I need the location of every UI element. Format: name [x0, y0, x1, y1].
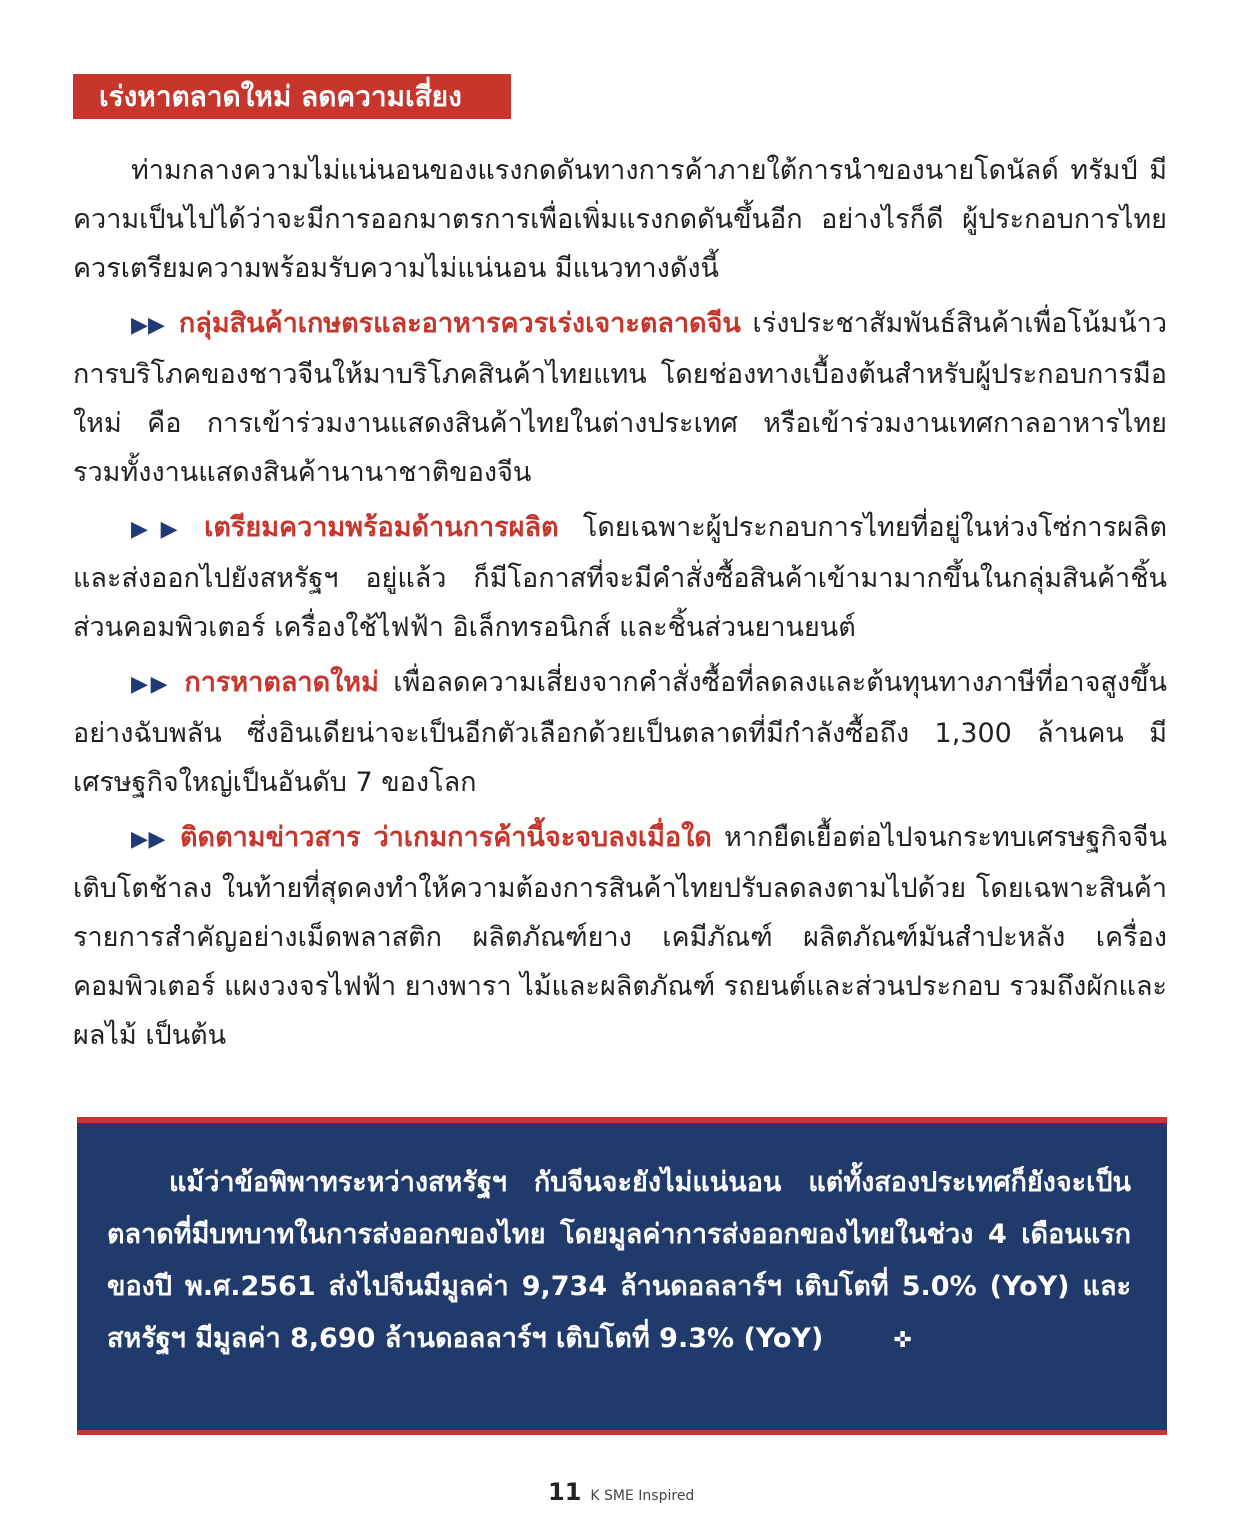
article-body	[73, 146, 1167, 1060]
bullet-paragraph	[73, 813, 1167, 1060]
bullet-paragraph	[73, 503, 1167, 652]
intro-paragraph: ท่ามกลางความไม่แน่นอนของแรงกดดันทางการค้าภายใต้การนำของนายโดนัลด์ ทรัมป์ มีความเป็นไปได้ว่าจะมีการออกมาตรการเพื่อเพิ่มแรงกดดันขึ้นอีก อย่างไรก็ดี ผู้ประกอบการไทยควรเตรียมความพร้อมรับความไม่แน่นอน มีแนวทางดังนี้	[73, 155, 1167, 284]
page-number: 11	[548, 1478, 582, 1506]
bullet-body: เร่งประชาสัมพันธ์สินค้าเพื่อโน้มน้าวการบริโภคของชาวจีนให้มาบริโภคสินค้าไทยแทน โดยช่องทางเบื้องต้นสำหรับผู้ประกอบการมือใหม่ คือ การเข้าร่วมงานแสดงสินค้าไทยในต่างประเทศ หรือเข้าร่วมงานเทศกาลอาหารไทย รวมทั้งงานแสดงสินค้านานาชาติของจีน	[73, 308, 1167, 488]
bullet-paragraph	[73, 299, 1167, 497]
bullet-heading: กลุ่มสินค้าเกษตรและอาหารควรเร่งเจาะตลาดจีน	[178, 308, 741, 339]
section-title	[73, 74, 511, 119]
bullet-heading: ติดตามข่าวสาร ว่าเกมการค้านี้จะจบลงเมื่อใด	[180, 822, 712, 853]
double-arrow-icon: ▶▶	[131, 827, 167, 852]
bullet-paragraph	[73, 658, 1167, 807]
section-title-text: เร่งหาตลาดใหม่ ลดความเสี่ยง	[99, 79, 462, 113]
double-arrow-icon: ▶▶	[131, 313, 165, 338]
double-arrow-icon: ▶▶	[131, 517, 191, 542]
callout-text: แม้ว่าข้อพิพาทระหว่างสหรัฐฯ กับจีนจะยังไม่แน่นอน แต่ทั้งสองประเทศก็ยังจะเป็นตลาดที่มีบทบาทในการส่งออกของไทย โดยมูลค่าการส่งออกของไทยในช่วง 4 เดือนแรกของปี พ.ศ.2561 ส่งไปจีนมีมูลค่า 9,734 ล้านดอลลาร์ฯ เติบโตที่ 5.0% (YoY) และสหรัฐฯ มีมูลค่า 8,690 ล้านดอลลาร์ฯ เติบโตที่ 9.3% (YoY)	[107, 1167, 1131, 1354]
bullet-heading: การหาตลาดใหม่	[184, 667, 379, 698]
publication-name: K SME Inspired	[590, 1488, 695, 1504]
bullet-body: โดยเฉพาะผู้ประกอบการไทยที่อยู่ในห่วงโซ่การผลิตและส่งออกไปยังสหรัฐฯ อยู่แล้ว ก็มีโอกาสที่จะมีคำสั่งซื้อสินค้าเข้ามามากขึ้นในกลุ่มสินค้าชิ้นส่วนคอมพิวเตอร์ เครื่องใช้ไฟฟ้า อิเล็กทรอนิกส์ และชิ้นส่วนยานยนต์	[73, 512, 1167, 643]
bullet-heading: เตรียมความพร้อมด้านการผลิต	[204, 512, 559, 543]
bullet-body: หากยืดเยื้อต่อไปจนกระทบเศรษฐกิจจีนเติบโตช้าลง ในท้ายที่สุดคงทำให้ความต้องการสินค้าไทยปรับลดลงตามไปด้วย โดยเฉพาะสินค้ารายการสำคัญอย่างเม็ดพลาสติก ผลิตภัณฑ์ยาง เคมีภัณฑ์ ผลิตภัณฑ์มันสำปะหลัง เครื่องคอมพิวเตอร์ แผงวงจรไฟฟ้า ยางพารา ไม้และผลิตภัณฑ์ รถยนต์และส่วนประกอบ รวมถึงผักและผลไม้ เป็นต้น	[73, 822, 1167, 1051]
callout-paragraph	[107, 1157, 1131, 1367]
page-footer	[548, 1478, 694, 1506]
summary-callout-box	[77, 1117, 1167, 1435]
bullet-body: เพื่อลดความเสี่ยงจากคำสั่งซื้อที่ลดลงและต้นทุนทางภาษีที่อาจสูงขึ้นอย่างฉับพลัน ซึ่งอินเดียน่าจะเป็นอีกตัวเลือกด้วยเป็นตลาดที่มีกำลังซื้อถึง 1,300 ล้านคน มีเศรษฐกิจใหญ่เป็นอันดับ 7 ของโลก	[73, 667, 1167, 798]
end-mark-icon: ✜	[893, 1328, 912, 1353]
double-arrow-icon: ▶▶	[131, 672, 171, 697]
